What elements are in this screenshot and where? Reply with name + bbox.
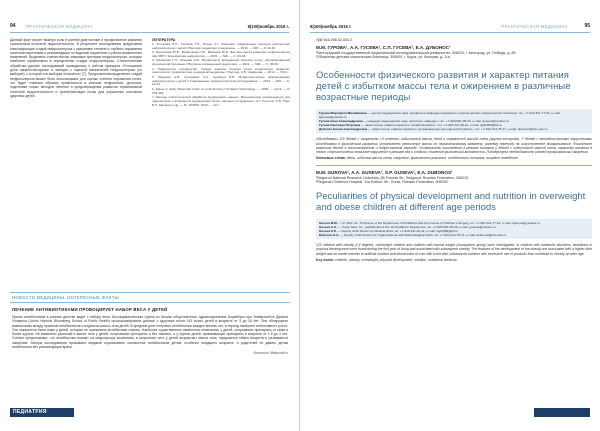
keywords-ru-label: Ключевые слова: bbox=[316, 156, 346, 161]
author-info-en bbox=[316, 219, 592, 239]
author-name: Дубонос Елена Александровна bbox=[319, 127, 368, 132]
left-footer-tab: ПЕДИАТРИЯ bbox=[10, 408, 74, 417]
reference-item: 6. Klauer A. Early Molecular basis of renal fibrosis // Pediatric Nephrology. — 2006. — Vol.9. — P. 378-392. bbox=[152, 86, 290, 95]
article bbox=[316, 38, 592, 266]
left-page-header bbox=[10, 22, 289, 31]
news-source: Источник: Medportal.ru bbox=[253, 351, 288, 356]
author-name: Guseva S.P. bbox=[319, 228, 337, 233]
keywords-en-label: Key words: bbox=[316, 257, 335, 262]
authors-en: M.M. GUROVA¹, A.A. GUSEVA¹, S.P. GUSEVA², E.A. DUBONOS¹ bbox=[316, 169, 453, 175]
author-info-row bbox=[319, 111, 589, 119]
article-title-en: Peculiarities of physical development and nutrition in overweight and obese children at different age periods bbox=[316, 190, 586, 213]
left-issue-label: 9(100)ноябрь 2016 г. bbox=[247, 24, 289, 29]
right-header-divider bbox=[310, 32, 590, 33]
news-box bbox=[10, 292, 290, 400]
reference-item: 5. Смирнов А.В., Кучерявых А.С., Кухарчук В.В. Морфологическое формирование нефросклероза у детей // Современные нефрологические исследования. — 2014. — №6. — С. 10-13. bbox=[152, 74, 290, 87]
news-section-header: НОВОСТИ МЕДИЦИНЫ. ИНТЕРЕСНЫЕ ФАКТЫ bbox=[10, 292, 290, 303]
article-title-ru: Особенности физического развития и характер питания детей с избытком массы тела и ожирением в различные возрастные периоды bbox=[316, 69, 571, 103]
left-body-text: Данный факт играет важную роль в ранней диагностике и профилактике развития хронической почечной недостаточности. В результате исследования предложена классификация стадий нефросклероза с указанием степени и глубины поражения почечной паренхимы и рекомендации по ведению пациентов с учётом выявленных изменений. Выделены статистически значимые критерии нефросклероза, которые наиболее эффективны в определении стадии нефросклероза. Статистическая обработка данных исследований проводилась с учётом принципа «Отношение доли пациентов-мужчин и женщин с оценкой показателей нефросклероза (по выборке), к которой эта выборка относится» [7]. Предложенная выделение стадий нефросклероза может быть использована для оценки степени поражения почек, что будет главным образом применяться в клинике нефрологии, урологии, подготовке новых методов лечения и предотвращения развития терминальной почечной недостаточности и трансплантации почки для улучшения состояния здоровья детей. bbox=[10, 38, 142, 98]
right-page-header bbox=[310, 22, 590, 31]
author-desc: — заместитель главного врача по организационно-методической работе, тел. +7-910-314-75-47, e-mail: dubonos@bsu.edu.ru bbox=[368, 127, 548, 132]
author-desc: — Deputy Chief Doctor for Organizational and Methodological Work, tel. +7-910-314-75-47, e-mail: dubonos@bsu.edu.ru bbox=[340, 232, 507, 237]
keywords-ru-text: дети, избыток массы тела, ожирение, физическое развитие, особенности питания, пищевое поведение. bbox=[346, 156, 519, 161]
left-page-number: 94 bbox=[10, 23, 16, 29]
author-desc: — кандидат медицинских наук, ассистент кафедры, тел. +7-920-561-08-23, e-mail: guseva@yandex.ru bbox=[363, 119, 510, 123]
language-divider bbox=[316, 165, 592, 166]
author-info-ru bbox=[316, 109, 592, 133]
authors-ru: М.М. ГУРОВА¹, А.А. ГУСЕВА¹, С.П. ГУСЕВА², Е.А. ДУБОНОС¹ bbox=[316, 45, 451, 50]
keywords-en bbox=[316, 258, 592, 262]
right-issue-label: 9(100)ноябрь 2016 г. bbox=[310, 24, 352, 29]
reference-item: 1. Клочкова Н.Н., Галкина Т.Н., Ильин А.Г. Значение современных методов диагностики нефросклероза у детей // Вестник педиатрии и медицины. — 2010. — №5. — С.14-15. bbox=[152, 42, 290, 50]
references-title: ЛИТЕРАТУРА bbox=[152, 38, 176, 42]
author-name: Dubonos E.A. bbox=[319, 232, 340, 237]
author-name: Guseva A.A. bbox=[319, 224, 338, 229]
left-header-divider bbox=[10, 32, 289, 33]
reference-item: 3. Малахова Г.Н., Ятькова А.М. Морфология врождённой болезни почек, сформированной хронической болезнью // Вопросы современной педиатрии. — 2012. — №6. — С. 65-69. bbox=[152, 58, 290, 67]
author-desc: — доктор медицинских наук, профессор кафедры педиатрии с курсом детских хирургических болезней, тел. +7-910-321-77-54, e-mail: itgurova@yandex.ru bbox=[319, 110, 561, 119]
news-body: Прием антибиотиков в раннем детстве ведет к набору веса. Исследовательская группа из Школы общественного здравоохранения Блумберга при Университете Джонса Хопкинса (Johns Hopkins Bloomberg School of Public Health) проанализировала данные о здоровье почти 143 тысяч детей в возрасте от 3 до 18 лет. Они обнаружили взаимосвязь между приемом антибиотиков и индексом массы тела детей. В среднем дети получали антибиотики каждые восемь лет, в период наиболее интенсивного роста. Эти показатели были ниже у детей, которые не принимали антибиотики совсем. Наиболее существенные изменения отмечались у детей, получавших препараты от семи и более курсов. Не выявлено различий в массе тела у детей, получавших препараты и без таковых, и у группы детей, принимающих препараты в возрасте от 1,5 до 3 лет. Ученые предполагают, что антибиотики влияют на микрофлору кишечника, в результате чего у детей возрастает масса тела, нарушается обмен веществ и развивается ожирение. Авторы исследования призывают медиков ограничивать назначение антибиотиков детям, особенно младшего возраста, и родителей не давать детям антибиотики без рекомендации врача. bbox=[12, 315, 288, 350]
udk-code: УДК 616-056.52-053.2 bbox=[316, 38, 353, 42]
author-name: Gurova M.M. bbox=[319, 220, 338, 225]
keywords-en-text: children, obesity, overweight, physical development, nutrition, nutritional behavior. bbox=[335, 257, 458, 262]
right-page bbox=[300, 0, 600, 431]
references-block bbox=[152, 38, 290, 108]
author-desc: — D. Med. Sc., Professor of the Department of Pediatrics with the Course of Children's Surgery, tel. +7-910-321-77-54, e-mail: itgurova@yandex.ru bbox=[338, 220, 540, 225]
reference-item: 4. Нефрология: руководство. Уровни анализа болезни почек клиническое развитие, гематологии, профилактика и народной медицины / Под ред. А.В. Смирнова. — 2012. — 511 с. bbox=[152, 66, 290, 75]
left-section-title: ПРАКТИЧЕСКАЯ МЕДИЦИНА bbox=[26, 24, 93, 29]
reference-item: 7. Методы статистической обработки медицинских данных: Методические рекомендации для ординаторов и аспирантов медицинских вузов, научных сотрудников / А.Г. Кочетов, О.В. Лянг, В.П. Масенко и др. — М.: РКНПК, 2012. — 42 с. bbox=[152, 94, 290, 107]
author-name: Гусева Анна Александровна bbox=[319, 119, 363, 123]
author-name: Гурова Маргарита Михайловна bbox=[319, 110, 367, 115]
right-section-title: ПРАКТИЧЕСКАЯ МЕДИЦИНА bbox=[501, 24, 568, 29]
author-info-row bbox=[319, 233, 589, 237]
abstract-ru: Обследованы 120 детей с ожирением I-II степени, избыточной массы тела и нормальной массой тела (группа контроля). У детей с метаболическими нарушениями исследованы в физическом развитии установлено увеличение массы по перинатальному анамнезу, раннему переходу на искусственное вскармливание. Физическое развитие детей в постнатальном и подростковом периоде. Установлены отклонения в режиме питания у детей с избыточной массой тела, характер питания в семье, статистически значимое нарушение в режиме сна и отдыха, снижение физической активности. Подчеркнута необходимость ранней профилактики ожирения. bbox=[316, 137, 592, 155]
affiliation-en-1: ¹Belgorod National Research University, 85 Pobeda Str., Belgorod, Russian Federation, 308015 bbox=[316, 175, 468, 180]
author-info-row bbox=[319, 127, 589, 131]
right-footer-tab bbox=[534, 408, 590, 417]
author-desc: — заместитель главного врача по лечебной работе, тел. +7-910-211-48-42, e-mail: sgd1969@bk.ru bbox=[361, 123, 502, 128]
keywords-ru bbox=[316, 156, 592, 160]
author-name: Гусева Светлана Петровна bbox=[319, 123, 361, 128]
affiliation-ru-2: ²Областная детская клиническая больница, 305000, г. Курск, ул. Копцова, д. 11а bbox=[316, 55, 450, 60]
affiliation-ru-1: ¹Белгородский государственный национальный исследовательский университет, 308015, г. Белгород, ул. Победы, д. 85 bbox=[316, 51, 516, 55]
news-title: ЛЕЧЕНИЕ АНТИБИОТИКАМИ ПРОВОЦИРУЕТ НАБОР ВЕСА У ДЕТЕЙ bbox=[12, 307, 168, 312]
reference-item: 2. Корнилова Ю.В., Батюшкина Н.В., Марьяна Ю.В. Факторы риска развития нефросклероза при ХБП // Клиническая нефрология. — 2015. — №6. — С. 63-68. bbox=[152, 50, 290, 58]
affiliation-en-2: ²Regional Children's Hospital, 11a Koltsov Str., Kursk, Russian Federation, 305035 bbox=[316, 180, 448, 185]
author-desc: — Cand. Med. Sc., pediatrician of the 1st Pediatrics Department, tel. +7-920-561-08-23, e-mail: guseva@yandex.ru bbox=[338, 224, 496, 229]
author-desc: — Deputy Chief Doctor for Medical Work, tel. +7-910-211-48-42, e-mail: sgd1969@bk.ru bbox=[337, 228, 459, 233]
right-page-number: 95 bbox=[584, 23, 590, 29]
abstract-en: 120 children with obesity (I-II degree), overweight children and children with normal weight (comparison group) were investigated. In children with metabolic disorders, deviations in physical development were found during the first year of living and associated with subsequent obesity. The features of the development of the obesity are associated with a higher birth weight and an earlier transfer to artificial nutrition and introduction of cow milk in the diet, unbalanced nutrition with excessive use of products that contribute to obesity at older age. bbox=[316, 242, 592, 256]
